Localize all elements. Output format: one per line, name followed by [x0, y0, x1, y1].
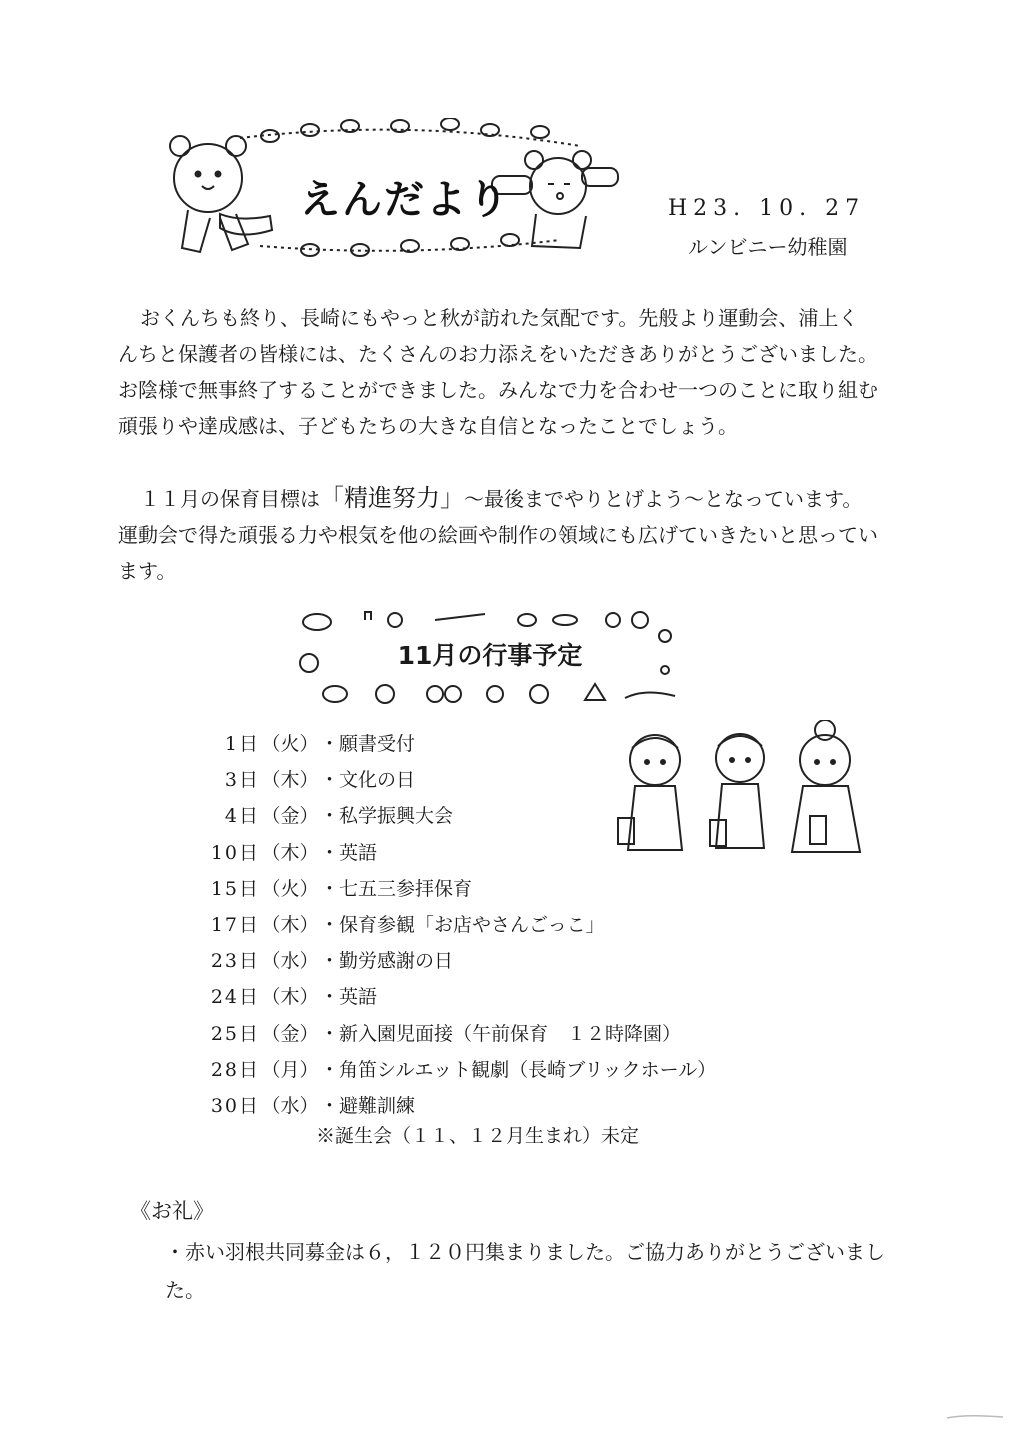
intro-paragraph-2 [118, 480, 878, 589]
schedule-title: 11月の行事予定 [397, 641, 583, 670]
list-item: 28日（月）・角笛シルエット観劇（長崎ブリックホール） [210, 1058, 717, 1081]
list-item: 10日（木）・英語 [210, 841, 378, 864]
goal-detail: ～最後までやりとげよう～となっています。運動会で得た頑張る力や根気を他の絵画や制作の領域にも広げていきたいと思っています。 [118, 487, 878, 583]
list-item: 15日（火）・七五三参拝保育 [210, 877, 473, 900]
list-item: 23日（水）・勤労感謝の日 [210, 950, 454, 973]
school-name: ルンビニー幼稚園 [688, 235, 848, 259]
list-item: 4日（金）・私学振興大会 [224, 805, 454, 828]
intro-paragraph-1: おくんちも終り、長崎にもやっと秋が訪れた気配です。先般より運動会、浦上くんちと保護者の皆様には、たくさんのお力添えをいただきありがとうございました。お陰様で無事終了することができました。みんなで力を合わせ一つのことに取り組む頑張りや達成感は、子どもたちの大きな自信となったことでしょう。 [118, 306, 878, 438]
thanks-text: ・赤い羽根共同募金は６，１２０円集まりました。ご協力ありがとうございました。 [165, 1240, 885, 1302]
list-item: 3日（木）・文化の日 [224, 769, 416, 792]
issue-date: H23. 10. 27 [668, 196, 866, 221]
list-item: 30日（水）・避難訓練 [210, 1094, 416, 1117]
list-item: 1日（火）・願書受付 [224, 733, 416, 755]
scan-mark-icon [945, 1412, 1005, 1422]
goal-lead: １１月の保育目標は [140, 487, 320, 511]
list-item: 17日（木）・保育参観「お店やさんごっこ」 [210, 913, 605, 936]
thanks-heading: 《お礼》 [130, 1199, 214, 1223]
birthday-note: ※誕生会（１１、１２月生まれ）未定 [316, 1125, 640, 1147]
event-list [200, 726, 716, 1124]
list-item: 24日（木）・英語 [210, 986, 378, 1009]
list-item: 25日（金）・新入園児面接（午前保育 １２時降園） [210, 1022, 682, 1045]
monthly-goal: 「精進努力」 [320, 484, 464, 512]
newsletter-title: えんだより [300, 177, 510, 223]
